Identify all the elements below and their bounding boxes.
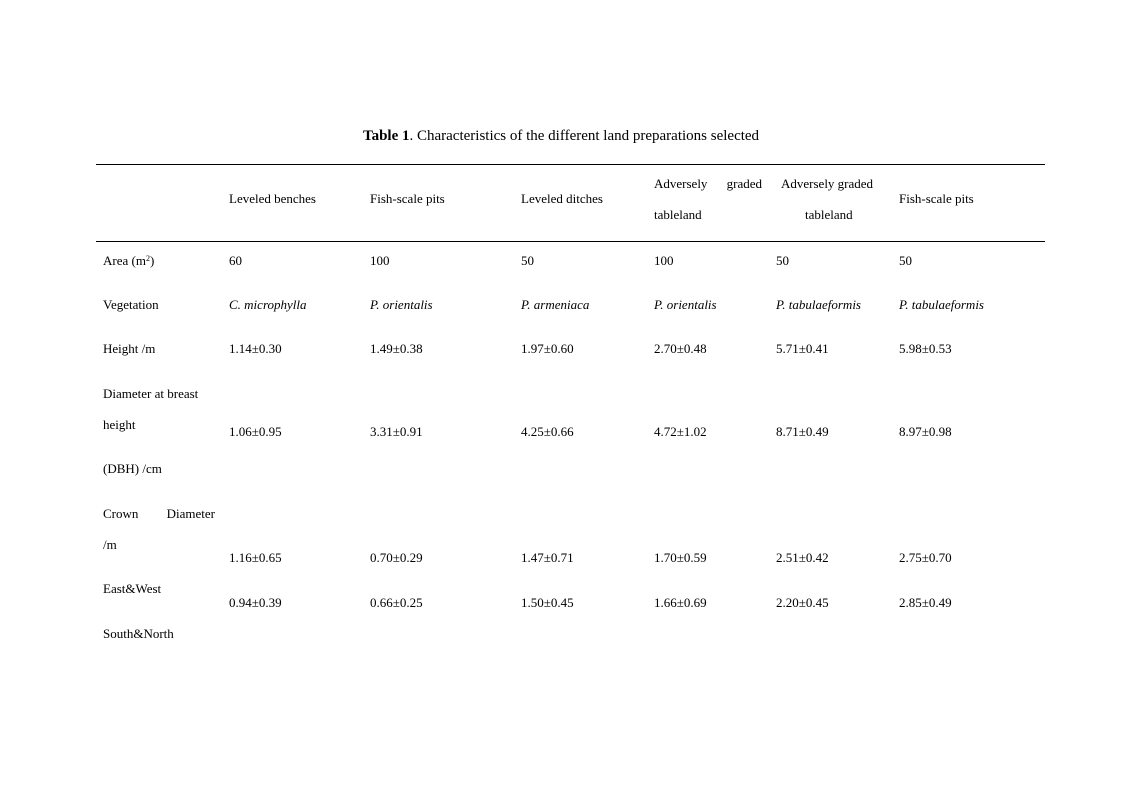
- column-header-leveled-ditches: Leveled ditches: [521, 191, 603, 206]
- table-cell: 60: [229, 253, 242, 268]
- table-cell: 1.16±0.65: [229, 550, 282, 565]
- table-cell: 5.71±0.41: [776, 341, 829, 356]
- table-caption-text: . Characteristics of the different land preparations selected: [409, 128, 760, 144]
- table-cell: 0.66±0.25: [370, 595, 423, 610]
- column-header-adversely-graded-1-word-b: graded: [726, 176, 762, 191]
- table-cell: 4.72±1.02: [654, 424, 707, 439]
- column-header-adversely-graded-1-line2: tableland: [654, 207, 702, 222]
- row-label-vegetation: Vegetation: [103, 297, 159, 312]
- row-label-crown-diameter: [103, 507, 215, 520]
- column-header-adversely-graded-2: Adversely graded: [781, 176, 874, 191]
- table-cell: 2.70±0.48: [654, 341, 707, 356]
- table-caption-label: Table 1: [362, 128, 410, 144]
- row-label-diameter-word: Diameter: [166, 506, 215, 521]
- column-header-fish-scale-pits-2: Fish-scale pits: [899, 191, 974, 206]
- table-cell: P. orientalis: [654, 297, 717, 312]
- row-label-dbh-line3: (DBH) /cm: [103, 461, 162, 476]
- table-cell: 50: [776, 253, 789, 268]
- table-top-rule: [96, 164, 1045, 165]
- row-label-height: Height /m: [103, 341, 156, 356]
- table-cell: 3.31±0.91: [370, 424, 423, 439]
- table-header-rule: [96, 241, 1045, 242]
- table-cell: P. orientalis: [370, 297, 433, 312]
- row-label-dbh-line2: height: [103, 417, 136, 432]
- row-label-dbh-line1: Diameter at breast: [103, 386, 199, 401]
- row-label-crown-word: Crown: [103, 506, 139, 521]
- table-cell: 1.70±0.59: [654, 550, 707, 565]
- row-label-crown-unit: /m: [103, 537, 117, 552]
- table-cell: 5.98±0.53: [899, 341, 952, 356]
- table-cell: 0.70±0.29: [370, 550, 423, 565]
- table-caption: [0, 129, 1122, 144]
- column-header-adversely-graded-1: [654, 177, 762, 190]
- table-cell: 4.25±0.66: [521, 424, 574, 439]
- row-label-east-west: East&West: [103, 581, 162, 596]
- table-cell: 1.14±0.30: [229, 341, 282, 356]
- row-label-south-north: South&North: [103, 626, 174, 641]
- table-cell: 50: [899, 253, 912, 268]
- table-cell: P. armeniaca: [521, 297, 590, 312]
- table-cell: 1.06±0.95: [229, 424, 282, 439]
- row-label-area: Area $(m^2)$: [103, 253, 155, 268]
- table-cell: 8.97±0.98: [899, 424, 952, 439]
- table-cell: 1.49±0.38: [370, 341, 423, 356]
- table-cell: 0.94±0.39: [229, 595, 282, 610]
- table-cell: P. tabulaeformis: [776, 297, 861, 312]
- table-cell: 1.47±0.71: [521, 550, 574, 565]
- table-cell: 1.97±0.60: [521, 341, 574, 356]
- table-cell: 100: [370, 253, 390, 268]
- table-cell: 2.51±0.42: [776, 550, 829, 565]
- table-cell: 100: [654, 253, 674, 268]
- table-cell: 2.75±0.70: [899, 550, 952, 565]
- table-cell: 50: [521, 253, 534, 268]
- table-cell: 8.71±0.49: [776, 424, 829, 439]
- table-cell: C. microphylla: [229, 297, 307, 312]
- table-cell: P. tabulaeformis: [899, 297, 984, 312]
- table-cell: 2.20±0.45: [776, 595, 829, 610]
- table-cell: 1.66±0.69: [654, 595, 707, 610]
- column-header-adversely-graded-1-word-a: Adversely: [654, 176, 708, 191]
- column-header-adversely-graded-2-line2: tableland: [805, 207, 853, 222]
- column-header-fish-scale-pits: Fish-scale pits: [370, 191, 445, 206]
- table-cell: 1.50±0.45: [521, 595, 574, 610]
- table-cell: 2.85±0.49: [899, 595, 952, 610]
- column-header-leveled-benches: Leveled benches: [229, 191, 316, 206]
